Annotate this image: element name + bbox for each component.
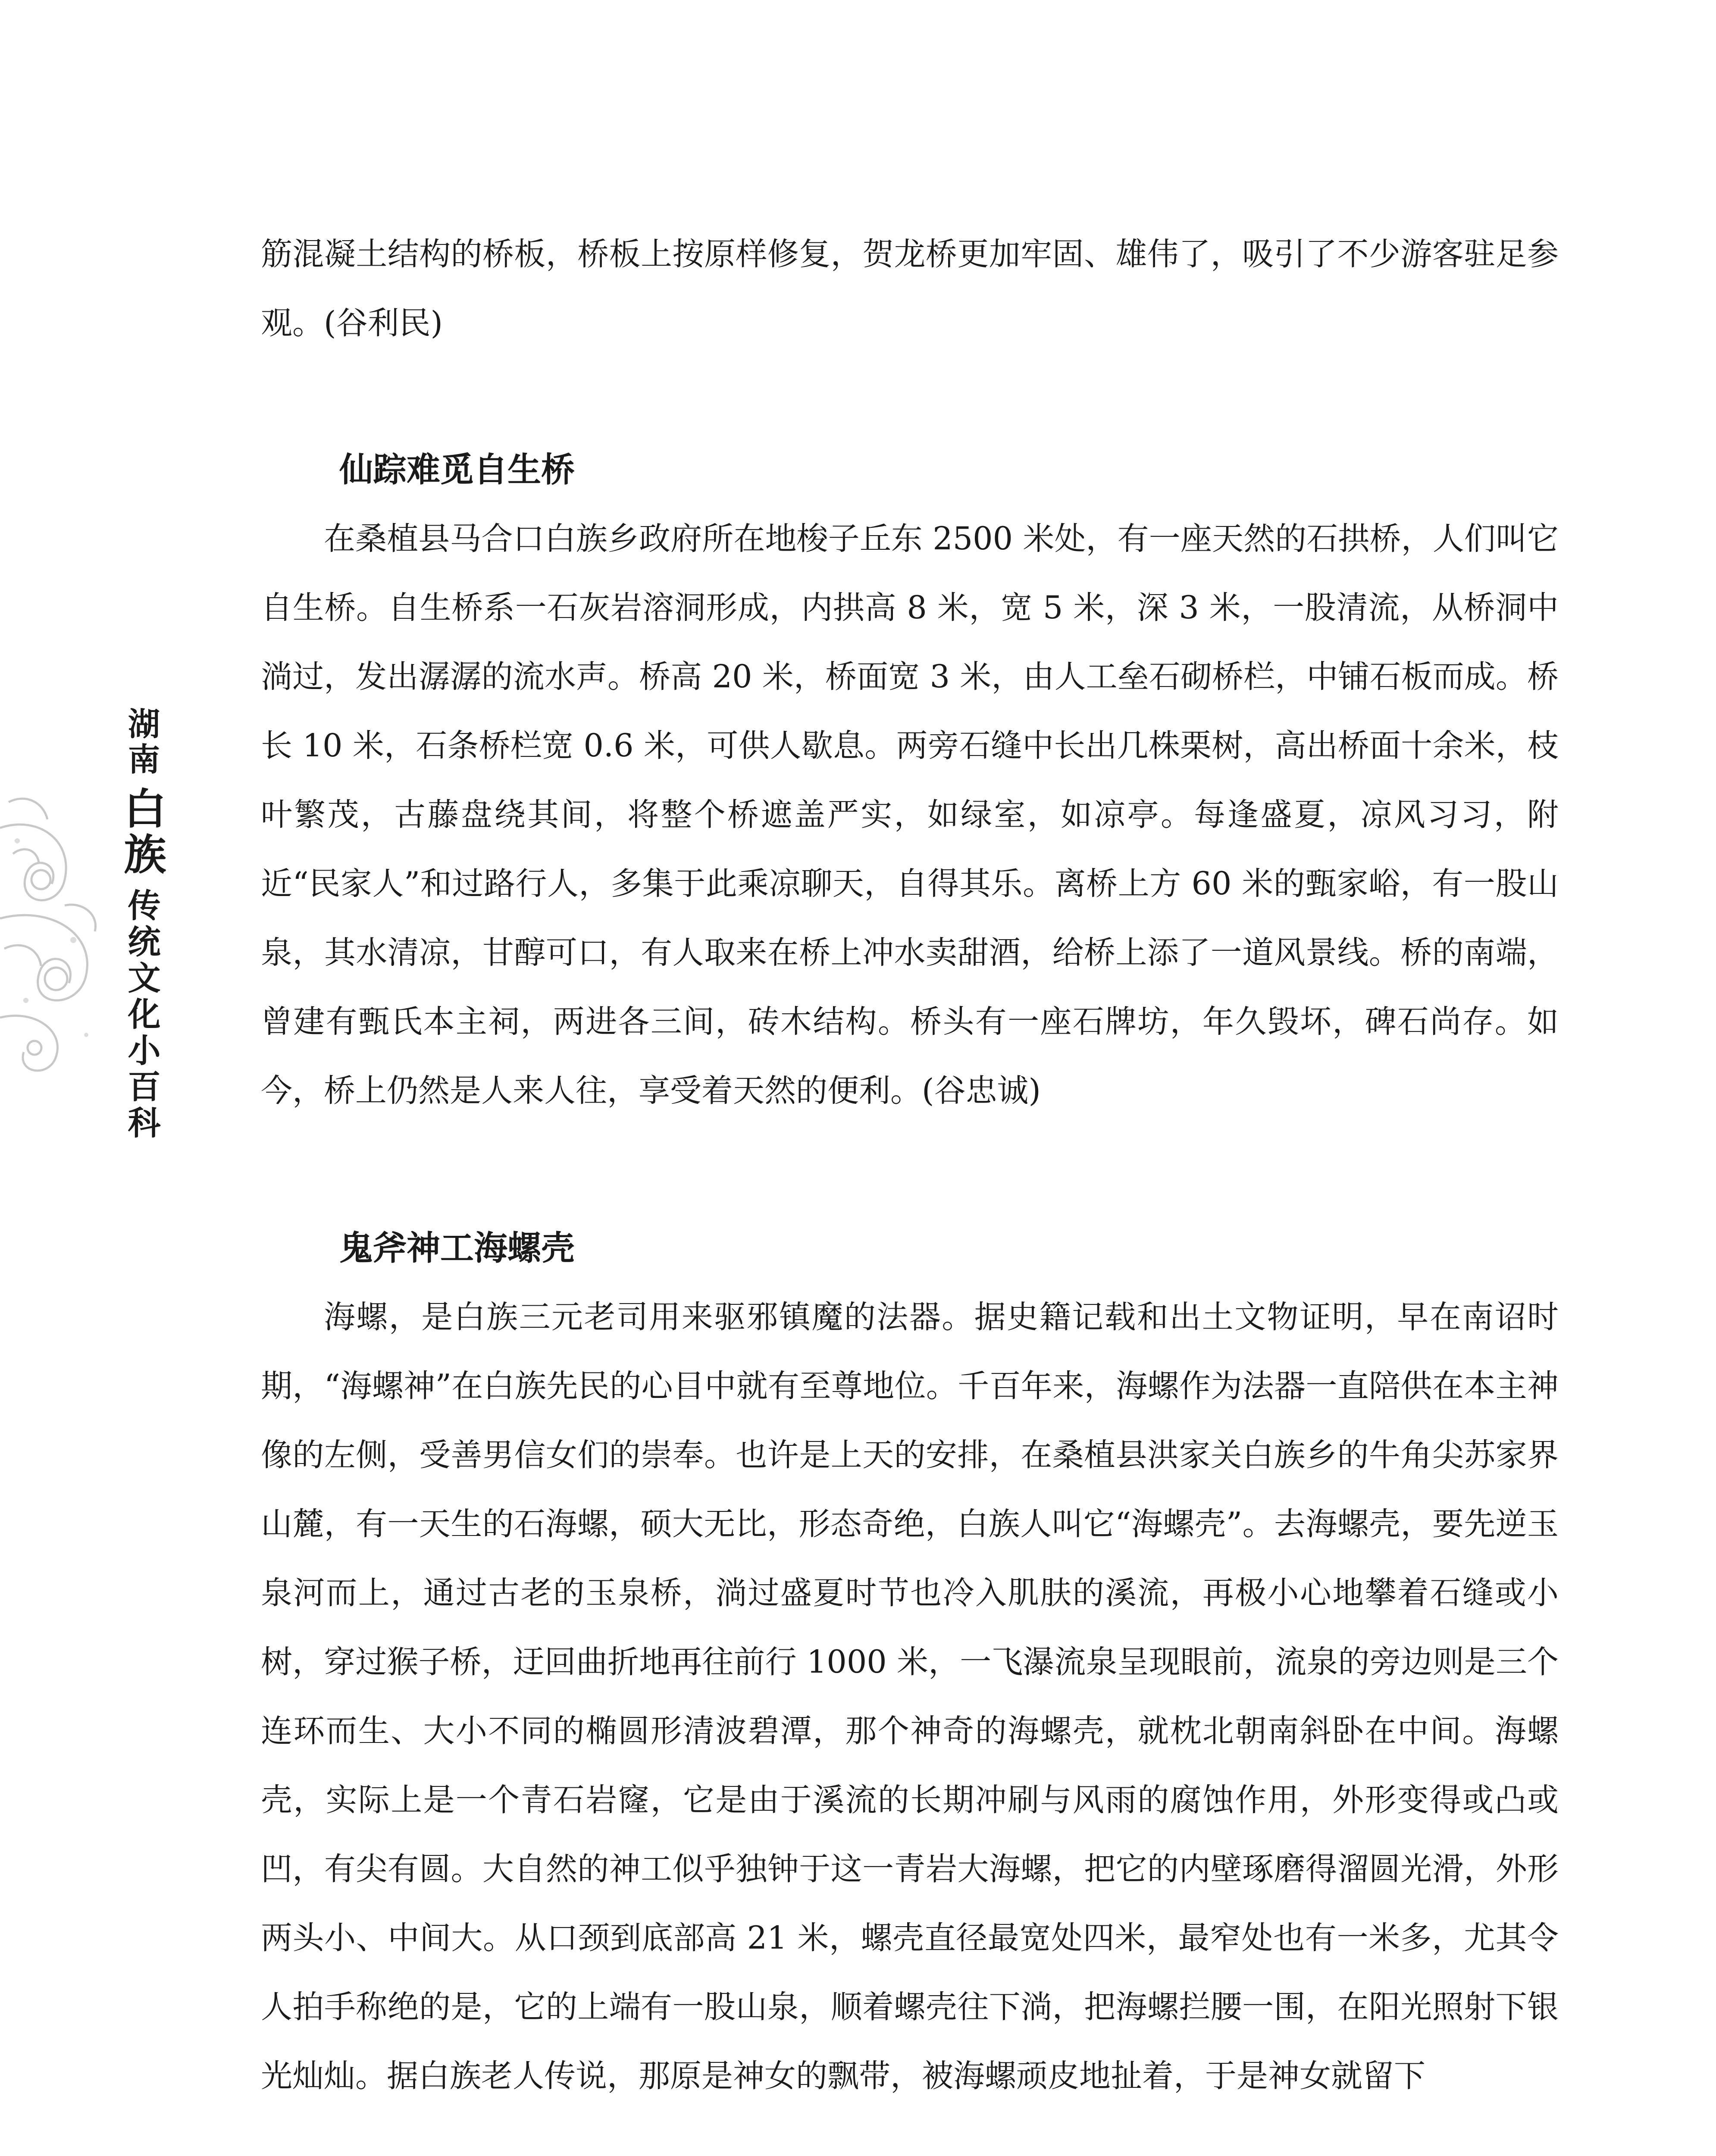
section-body-zisheng-bridge: 在桑植县马合口白族乡政府所在地梭子丘东 2500 米处，有一座天然的石拱桥，人们叫它自生桥。自生桥系一石灰岩溶洞形成，内拱高 8 米，宽 5 米，深 3 米，一股清流，从桥洞中淌过，发出潺潺的流水声。桥高 20 米，桥面宽 3 米，由人工垒石砌桥栏，中铺石板而成。桥长 10 米，石条桥栏宽 0.6 米，可供人歇息。两旁石缝中长出几株栗树，高出桥面十余米，枝叶繁茂，古藤盘绕其间，将整个桥遮盖严实，如绿室，如凉亭。每逢盛夏，凉风习习，附近“民家人”和过路行人，多集于此乘凉聊天，自得其乐。离桥上方 60 米的甄家峪，有一股山泉，其水清凉，甘醇可口，有人取来在桥上冲水卖甜酒，给桥上添了一道风景线。桥的南端，曾建有甄氏本主祠，两进各三间，砖木结构。桥头有一座石牌坊，年久毁坏，碑石尚存。如今，桥上仍然是人来人往，享受着天然的便利。(谷忠诚): [261, 520, 1559, 1109]
section-body-conch-shell: 海螺，是白族三元老司用来驱邪镇魔的法器。据史籍记载和出土文物证明，早在南诏时期，“海螺神”在白族先民的心目中就有至尊地位。千百年来，海螺作为法器一直陪供在本主神像的左侧，受善男信女们的崇奉。也许是上天的安排，在桑植县洪家关白族乡的牛角尖苏家界山麓，有一天生的石海螺，硕大无比，形态奇绝，白族人叫它“海螺壳”。去海螺壳，要先逆玉泉河而上，通过古老的玉泉桥，淌过盛夏时节也冷入肌肤的溪流，再极小心地攀着石缝或小树，穿过猴子桥，迂回曲折地再往前行 1000 米，一飞瀑流泉呈现眼前，流泉的旁边则是三个连环而生、大小不同的椭圆形清波碧潭，那个神奇的海螺壳，就枕北朝南斜卧在中间。海螺壳，实际上是一个青石岩窿，它是由于溪流的长期冲刷与风雨的腐蚀作用，外形变得或凸或凹，有尖有圆。大自然的神工似乎独钟于这一青岩大海螺，把它的内壁琢磨得溜圆光滑，外形两头小、中间大。从口颈到底部高 21 米，螺壳直径最宽处四米，最窄处也有一米多，尤其令人拍手称绝的是，它的上端有一股山泉，顺着螺壳往下淌，把海螺拦腰一围，在阳光照射下银光灿灿。据白族老人传说，那原是神女的飘带，被海螺顽皮地扯着，于是神女就留下: [261, 1299, 1559, 2094]
series-title-name: 传统文化小百科: [122, 888, 161, 1142]
series-title-region: 湖南: [123, 707, 160, 778]
main-text: [261, 220, 1559, 2111]
series-title-ethnic: 白族: [117, 787, 166, 878]
section-title-zisheng-bridge: 仙踪难觅自生桥: [339, 451, 575, 489]
section-title-conch-shell: 鬼斧神工海螺壳: [339, 1229, 575, 1268]
series-title: [117, 707, 166, 1142]
continuation-paragraph: 筋混凝土结构的桥板，桥板上按原样修复，贺龙桥更加牢固、雄伟了，吸引了不少游客驻足参观。(谷利民): [261, 236, 1559, 342]
decorative-ornament-icon: [0, 776, 125, 1078]
